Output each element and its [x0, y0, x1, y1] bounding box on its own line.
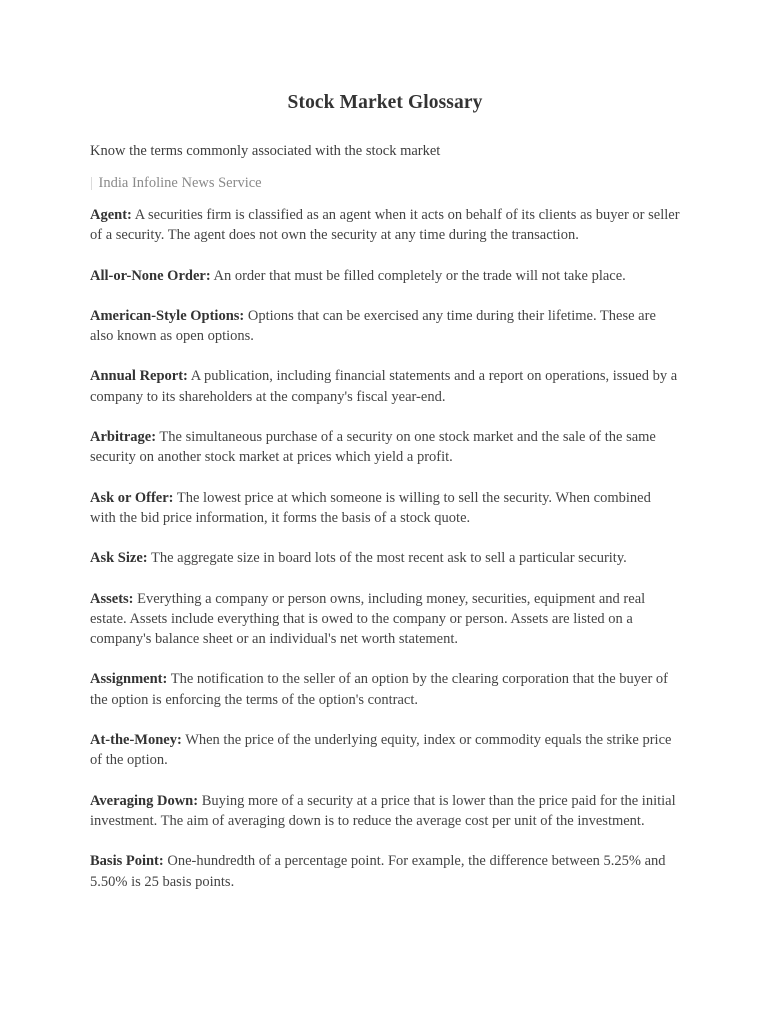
document-subtitle: Know the terms commonly associated with the stock market [90, 143, 441, 159]
glossary-term: Annual Report: [90, 368, 188, 385]
document-title: Stock Market Glossary [287, 92, 483, 113]
glossary-term: Basis Point: [90, 853, 164, 870]
source-line [90, 173, 680, 193]
glossary-entry-averaging-down [90, 791, 680, 832]
glossary-entry-at-the-money [90, 730, 680, 771]
glossary-entry-basis-point [90, 851, 680, 892]
glossary-definition: The notification to the seller of an option by the clearing corporation that the buyer of the option is enforcing the terms of the option's contract. [90, 671, 668, 708]
glossary-entry-ask-size [90, 548, 680, 568]
glossary-entry-arbitrage [90, 427, 680, 468]
source-separator: | [90, 175, 93, 191]
glossary-term: American-Style Options: [90, 307, 245, 324]
glossary-entry-assets [90, 589, 680, 650]
glossary-term: Assets: [90, 590, 134, 607]
glossary-term: Agent: [90, 207, 132, 223]
glossary-definition: When the price of the underlying equity, index or commodity equals the strike price of the option. [90, 732, 672, 769]
glossary-definition: The simultaneous purchase of a security on one stock market and the sale of the same security on another stock market at prices which yield a profit. [90, 429, 656, 466]
glossary-entry-ask-or-offer [90, 488, 680, 529]
glossary-term: At-the-Money: [90, 732, 182, 749]
glossary-term: Ask or Offer: [90, 489, 174, 506]
glossary-term: Averaging Down: [90, 792, 199, 809]
glossary-definition: Options that can be exercised any time during their lifetime. These are also known as open options. [90, 307, 656, 345]
glossary-entry-all-or-none-order [90, 266, 680, 286]
glossary-entry-agent [90, 205, 680, 246]
document-page [90, 92, 680, 912]
glossary-definition: Buying more of a security at a price that is lower than the price paid for the initial investment. The aim of averaging down is to reduce the average cost per unit of the investment. [90, 792, 676, 829]
source-name: India Infoline News Service [98, 175, 262, 191]
glossary-term: Ask Size: [90, 550, 148, 567]
glossary-definition: Everything a company or person owns, including money, securities, equipment and real estate. Assets include everything that is owed to the company or person. Assets are listed on a company's balance sheet or an individual's net worth statement. [90, 590, 646, 648]
glossary-definition: An order that must be filled completely or the trade will not take place. [213, 267, 626, 284]
glossary-term: Arbitrage: [90, 429, 157, 446]
glossary-definition: A securities firm is classified as an agent when it acts on behalf of its clients as buyer or seller of a security. The agent does not own the security at any time during the transaction. [90, 207, 680, 244]
glossary-definition: The aggregate size in board lots of the most recent ask to sell a particular security. [150, 550, 627, 567]
glossary-term: Assignment: [90, 671, 168, 688]
glossary-definition: A publication, including financial statements and a report on operations, issued by a company to its shareholders at the company's fiscal year-end. [90, 368, 678, 405]
glossary-definition: One-hundredth of a percentage point. For example, the difference between 5.25% and 5.50% is 25 basis points. [90, 853, 666, 890]
glossary-entry-american-style-options [90, 306, 680, 347]
glossary-definition: The lowest price at which someone is willing to sell the security. When combined with the bid price information, it forms the basis of a stock quote. [90, 489, 651, 526]
glossary-entry-annual-report [90, 366, 680, 407]
glossary-list [90, 205, 680, 892]
glossary-term: All-or-None Order: [90, 267, 211, 284]
glossary-entry-assignment [90, 669, 680, 710]
